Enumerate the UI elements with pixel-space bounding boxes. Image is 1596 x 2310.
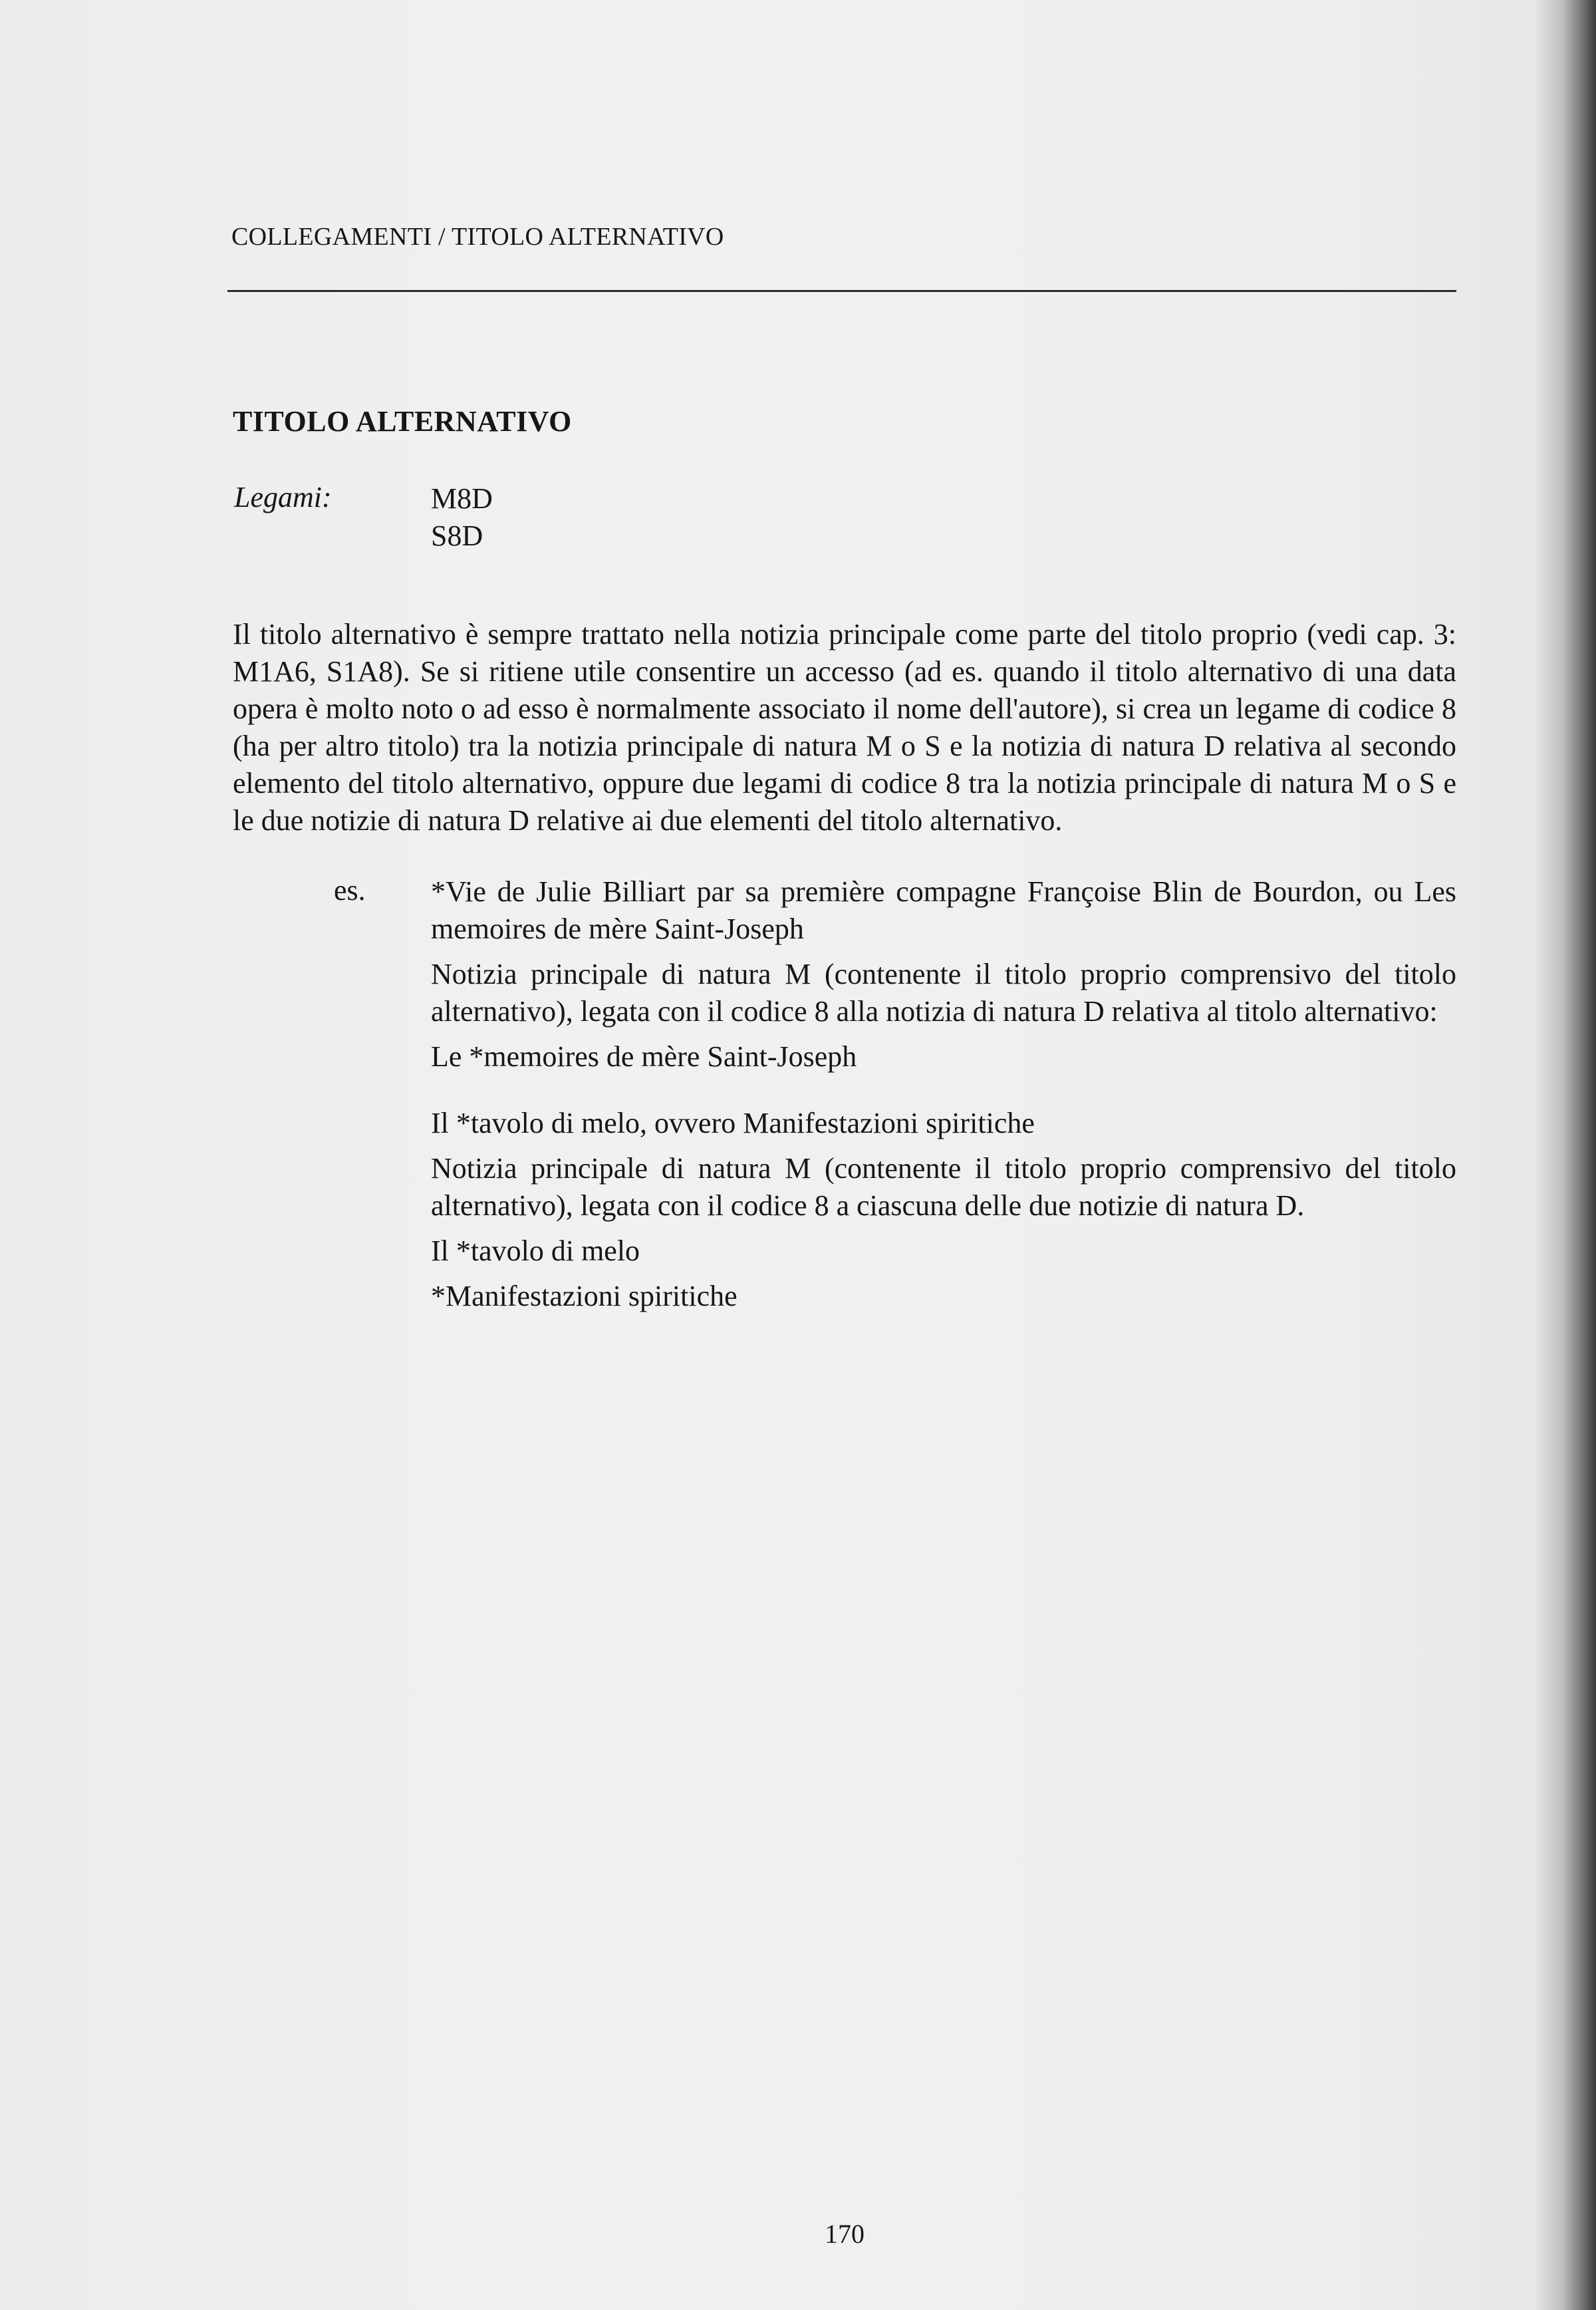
- legami-code: S8D: [431, 519, 483, 552]
- example-2-linked-title: *Manifestazioni spiritiche: [431, 1280, 737, 1312]
- legami-codes: [431, 480, 493, 555]
- example-2-title: Il *tavolo di melo, ovvero Manifestazioni spiritiche: [431, 1107, 1035, 1139]
- running-header: COLLEGAMENTI / TITOLO ALTERNATIVO: [231, 223, 724, 251]
- section-title: TITOLO ALTERNATIVO: [233, 405, 572, 438]
- header-rule: [227, 290, 1456, 292]
- example-2-linked-title: Il *tavolo di melo: [431, 1234, 640, 1267]
- body-paragraph: Il titolo alternativo è sempre trattato nella notizia principale come parte del titolo proprio (vedi cap. 3: M1A6, S1A8). Se si ritiene utile consentire un accesso (ad es. quando il titolo alternativo di una data opera è molto noto o ad esso è normalmente associato il nome dell'autore), si crea un legame di codice 8 (ha per altro titolo) tra la notizia principale di natura M o S e la notizia di natura D relativa al secondo elemento del titolo alternativo, oppure due legami di codice 8 tra la notizia principale di natura M o S e le due notizie di natura D relative ai due elementi del titolo alternativo.: [233, 618, 1456, 837]
- book-binding-shadow: [1536, 0, 1596, 2310]
- legami-code: M8D: [431, 482, 493, 515]
- example-2-note: Notizia principale di natura M (contenente il titolo proprio comprensivo del titolo alternativo), legata con il codice 8 a ciascuna delle due notizie di natura D.: [431, 1152, 1456, 1222]
- legami-label: Legami:: [234, 481, 332, 513]
- example-1-linked-title: Le *memoires de mère Saint-Joseph: [431, 1040, 857, 1073]
- examples-label: es.: [334, 874, 366, 907]
- examples-block: [431, 873, 1456, 1315]
- page-number: 170: [825, 2219, 864, 2249]
- example-1-note: Notizia principale di natura M (contenente il titolo proprio comprensivo del titolo alternativo), legata con il codice 8 alla notizia di natura D relativa al titolo alternativo:: [431, 958, 1456, 1028]
- example-1-title: *Vie de Julie Billiart par sa première compagne Françoise Blin de Bourdon, ou Les memoires de mère Saint-Joseph: [431, 875, 1456, 945]
